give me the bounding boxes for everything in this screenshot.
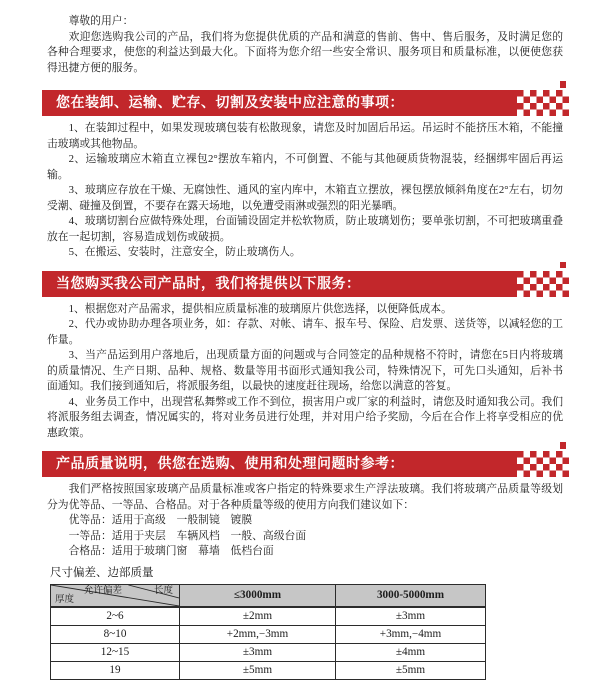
column-header-3000-5000: 3000-5000mm bbox=[336, 585, 486, 608]
corner-label-thickness: 厚度 bbox=[55, 595, 75, 605]
paragraph: 1、在装卸过程中，如果发现玻璃包装有松散现象，请您及时加固后吊运。吊运时不能挤压木箱，不能撞击玻璃或其他物品。 bbox=[47, 122, 563, 150]
thickness-cell: 12~15 bbox=[51, 644, 180, 662]
section-banner-handling bbox=[42, 90, 569, 116]
table-row bbox=[51, 607, 486, 626]
corner-square-icon bbox=[560, 262, 567, 269]
paragraph: 3、当产品运到用户落地后，出现质量方面的问题或与合同签定的品种规格不符时，请您在5日内将玻璃的质量情况、生产日期、品种、规格、数量等用书面形式通知我公司，特殊情况下，可先口头通知，后补书面通知。我们接到通知后，将派服务组，以最快的速度赶往现场，给您以满意的答复。 bbox=[47, 349, 563, 392]
table-row bbox=[51, 644, 486, 662]
section-handling bbox=[47, 90, 563, 261]
size-deviation-block bbox=[50, 566, 563, 681]
thickness-cell: 8~10 bbox=[51, 626, 180, 644]
corner-label-length: 长度 bbox=[153, 586, 173, 596]
size-deviation-table bbox=[50, 584, 486, 680]
grade-line-first: 一等品：适用于夹层 车辆风档 一般、高级台面 bbox=[68, 529, 307, 542]
table-row bbox=[51, 662, 486, 680]
table-corner-cell bbox=[51, 585, 180, 608]
grade-line-premium: 优等品：适用于高级 一般制镜 镀膜 bbox=[68, 514, 253, 526]
deviation-cell: ±3mm bbox=[336, 607, 486, 626]
table-row bbox=[51, 626, 486, 644]
deviation-cell: ±5mm bbox=[180, 662, 336, 680]
table-caption: 尺寸偏差、边部质量 bbox=[50, 566, 154, 579]
section-title: 您在装卸、运输、贮存、切割及安装中应注意的事项： bbox=[56, 94, 404, 111]
column-header-le3000: ≤3000mm bbox=[180, 585, 336, 608]
checker-decoration-icon bbox=[517, 451, 569, 477]
section-services bbox=[47, 271, 563, 442]
section-quality bbox=[47, 451, 563, 560]
corner-square-icon bbox=[560, 442, 567, 449]
deviation-cell: ±5mm bbox=[336, 662, 486, 680]
section-title: 当您购买我公司产品时，我们将提供以下服务： bbox=[56, 274, 361, 291]
section-banner-quality bbox=[42, 451, 569, 477]
greeting-line: 尊敬的用户： bbox=[68, 15, 134, 27]
paragraph: 4、业务员工作中，出现营私舞弊或工作不到位，损害用户或厂家的利益时，请您及时通知我公司。我们将派服务组去调查，情况属实的，将对业务员进行处理，并对用户给予奖励，今后在合作上将享受相应的优惠政策。 bbox=[47, 395, 563, 439]
thickness-cell: 2~6 bbox=[51, 607, 180, 626]
section-title: 产品质量说明，供您在选购、使用和处理问题时参考： bbox=[56, 455, 404, 472]
deviation-cell: ±4mm bbox=[336, 644, 486, 662]
deviation-cell: +3mm,−4mm bbox=[336, 626, 486, 644]
table-header-row bbox=[51, 585, 486, 608]
paragraph: 5、在搬运、安装时，注意安全，防止玻璃伤人。 bbox=[68, 246, 301, 258]
paragraph: 4、玻璃切割台应做特殊处理，台面铺设固定并松软物质，防止玻璃划伤；要单张切割，不可把玻璃重叠放在一起切割，容易造成划伤或破损。 bbox=[47, 215, 563, 243]
section-banner-services bbox=[42, 271, 569, 297]
checker-decoration-icon bbox=[517, 271, 569, 297]
deviation-cell: ±3mm bbox=[180, 644, 336, 662]
intro-paragraph: 欢迎您选购我公司的产品，我们将为您提供优质的产品和满意的售前、售中、售后服务，及时满足您的各种合理要求，使您的利益达到最大化。下面将为您介绍一些安全常识、服务项目和质量标准，以便使您获得迅捷方便的服务。 bbox=[47, 30, 563, 74]
corner-label-deviation: 允许偏差 bbox=[84, 586, 123, 596]
checker-decoration-icon bbox=[517, 90, 569, 116]
corner-square-icon bbox=[560, 81, 567, 88]
paragraph: 3、玻璃应存放在干燥、无腐蚀性、通风的室内库中，木箱直立摆放，裸包摆放倾斜角度在2°左右，切勿受潮、碰撞及倒置，不要存在露天场地，以免遭受雨淋或强烈的阳光暴晒。 bbox=[47, 184, 563, 212]
deviation-cell: ±2mm bbox=[180, 607, 336, 626]
grade-line-qualified: 合格品：适用于玻璃门窗 幕墙 低档台面 bbox=[68, 545, 274, 557]
thickness-cell: 19 bbox=[51, 662, 180, 680]
paragraph: 2、代办或协助办理各项业务，如：存款、对帐、请车、报车号、保险、启发票、送货等，以减轻您的工作量。 bbox=[47, 318, 563, 346]
paragraph: 1、根据您对产品需求，提供相应质量标准的玻璃原片供您选择，以便降低成本。 bbox=[68, 302, 452, 315]
paragraph: 2、运输玻璃应木箱直立裸包2°摆放车箱内，不可倒置、不能与其他硬质货物混装，经捆绑牢固后再运输。 bbox=[47, 153, 563, 181]
paragraph: 我们严格按照国家玻璃产品质量标准或客户指定的特殊要求生产浮法玻璃。我们将玻璃产品质量等级划分为优等品、一等品、合格品。对于各种质量等级的使用方向我们建议如下： bbox=[47, 483, 563, 511]
deviation-cell: +2mm,−3mm bbox=[180, 626, 336, 644]
